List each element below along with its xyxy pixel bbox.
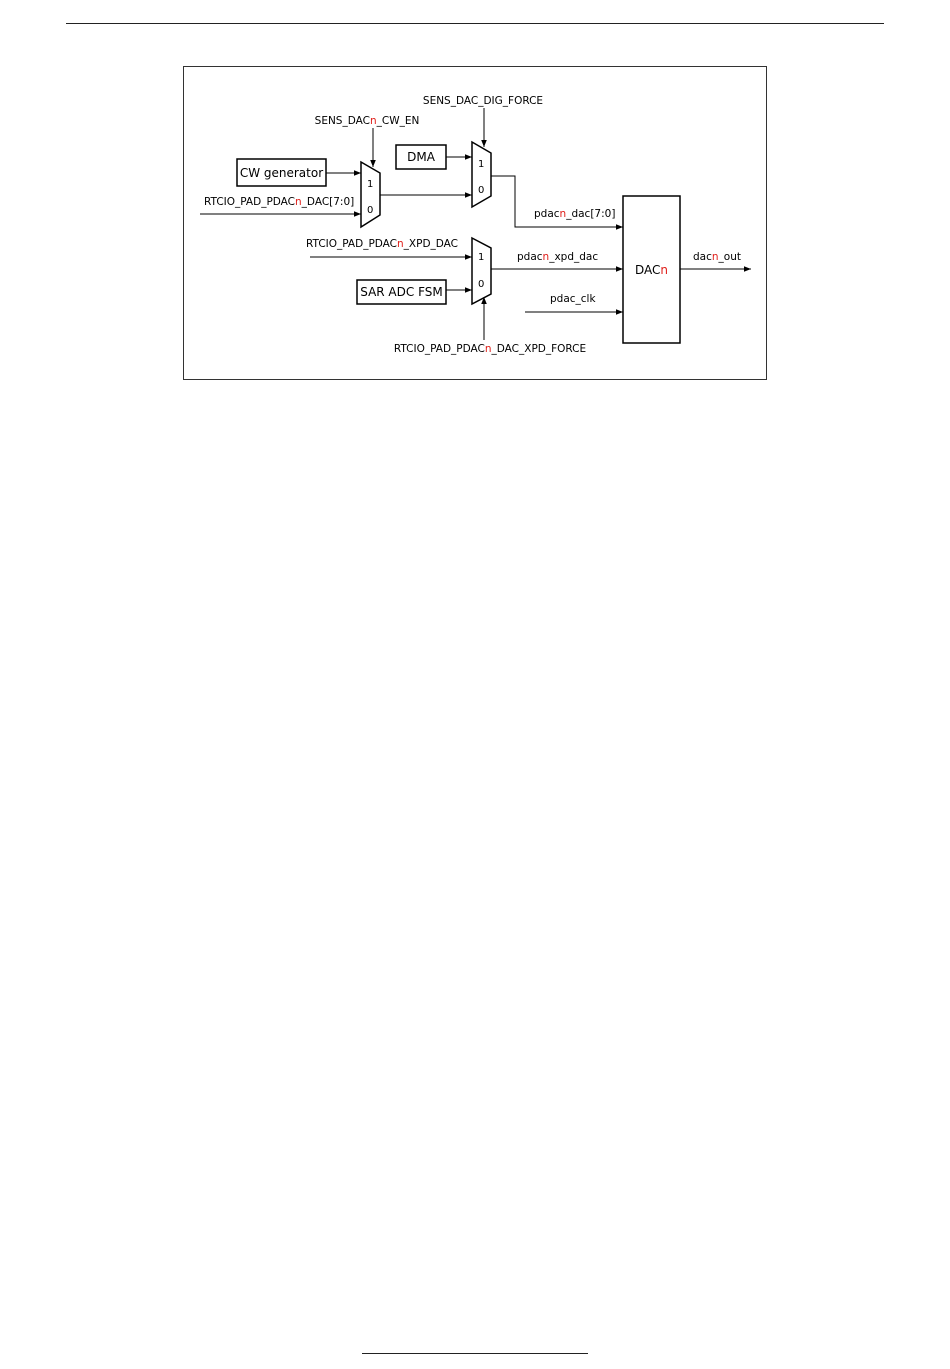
rtcio-pad-pdac-dac-xpd-force-label: RTCIO_PAD_PDACn_DAC_XPD_FORCE xyxy=(393,343,587,355)
mux-input-1-label: 1 xyxy=(478,159,485,170)
cw-generator-block xyxy=(237,159,326,186)
sar-adc-fsm-label: SAR ADC FSM xyxy=(360,285,443,299)
dig-force-mux xyxy=(472,142,491,207)
sens-dac-dig-force-label: SENS_DAC_DIG_FORCE xyxy=(422,95,544,107)
xpd-force-mux xyxy=(472,238,491,304)
mux-input-0-label: 0 xyxy=(478,279,485,290)
dac-block xyxy=(623,196,680,343)
dac-block-label: DACn xyxy=(634,263,669,277)
cw-generator-label: CW generator xyxy=(239,166,324,180)
page-footer-rule xyxy=(362,1353,588,1354)
dma-block xyxy=(396,145,446,169)
pdac-clk-label: pdac_clk xyxy=(550,293,596,305)
pdac-dac-label: pdacn_dac[7:0] xyxy=(534,208,616,220)
rtcio-pad-pdac-xpd-dac-label: RTCIO_PAD_PDACn_XPD_DAC xyxy=(306,238,459,250)
mux-input-1-label: 1 xyxy=(367,179,374,190)
cw-select-mux xyxy=(361,162,380,227)
mux-input-1-label: 1 xyxy=(478,252,485,263)
rtcio-pad-pdac-dac-label: RTCIO_PAD_PDACn_DAC[7:0] xyxy=(204,196,355,208)
sar-adc-fsm-block xyxy=(357,280,446,304)
mux-input-0-label: 0 xyxy=(367,205,374,216)
mux-input-0-label: 0 xyxy=(478,185,485,196)
pdac-xpd-dac-label: pdacn_xpd_dac xyxy=(517,251,599,263)
dac-out-label: dacn_out xyxy=(693,251,741,263)
sens-dac-cw-en-label: SENS_DACn_CW_EN xyxy=(314,115,420,127)
dma-label: DMA xyxy=(407,150,435,164)
